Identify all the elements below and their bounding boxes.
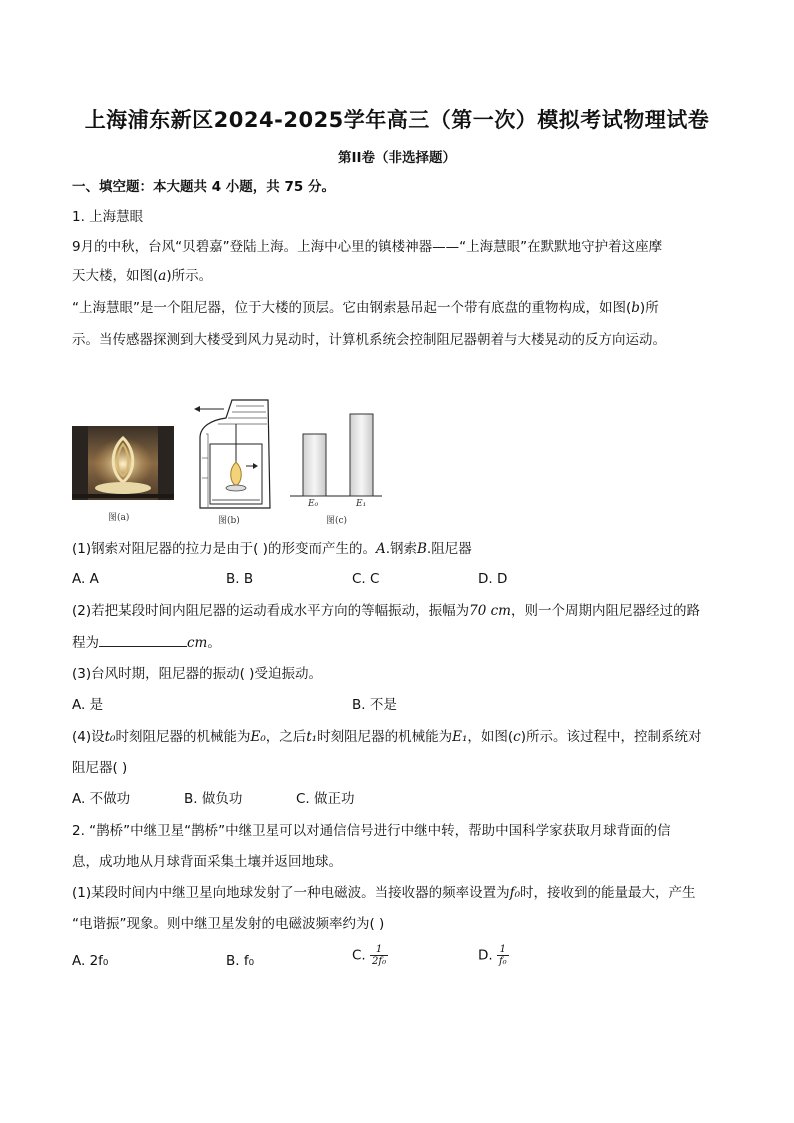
q1-para1-line1: 9月的中秋，台风“贝碧嘉”登陆上海。上海中心里的镇楼神器——“上海慧眼”在默默地守护着这座摩: [72, 239, 663, 255]
q1-para2-line2: 示。当传感器探测到大楼受到风力晃动时，计算机系统会控制阻尼器朝着与大楼晃动的反方向运动。: [72, 332, 666, 348]
q2-sub1-line2: “电谐振”现象。则中继卫星发射的电磁波频率约为( ): [72, 916, 385, 932]
q1-sub2-line1: (2)若把某段时间内阻尼器的运动看成水平方向的等幅振动，振幅为70 cm，则一个周期内阻尼器经过的路: [72, 603, 700, 619]
figure-a-photo: [72, 426, 174, 500]
q1-sub1-option-d[interactable]: D. D: [478, 571, 508, 587]
bar-e1: [350, 414, 373, 496]
q1-sub1-stem: (1)钢索对阻尼器的拉力是由于( )的形变而产生的。A.钢索B.阻尼器: [72, 541, 472, 557]
q2-option-d-fraction: $\frac{1}{\text{f₀}}$: [498, 944, 507, 967]
page-subtitle: 第II卷（非选择题）: [337, 150, 457, 166]
q2-line2: 息，成功地从月球背面采集土壤并返回地球。: [72, 854, 342, 870]
q1-sub4-line1: (4)设t₀时刻阻尼器的机械能为E₀，之后t₁时刻阻尼器的机械能为E₁，如图(c)所示。该过程中，控制系统对: [72, 729, 702, 745]
q2-sub1-option-a[interactable]: A. 2f₀: [72, 953, 109, 969]
figure-b-diagram: [188, 398, 278, 510]
section-heading: 一、填空题：本大题共 4 小题，共 75 分。: [72, 179, 335, 195]
q2-line1: 2. “鹊桥”中继卫星“鹊桥”中继卫星可以对通信信号进行中继中转，帮助中国科学家获取月球背面的信: [72, 823, 671, 839]
q2-sub1-option-c[interactable]: C. $\frac{1}{\text{2f₀}}$: [352, 944, 387, 967]
q2-sub1-line1: (1)某段时间内中继卫星向地球发射了一种电磁波。当接收器的频率设置为f₀时，接收到的能量最大，产生: [72, 885, 696, 901]
q1-sub2-answer-blank[interactable]: [99, 632, 187, 647]
q1-sub4-option-a[interactable]: A. 不做功: [72, 791, 131, 807]
figure-c-label-e1: E₁: [356, 499, 367, 509]
q1-para1-line2: 天大楼，如图(a)所示。: [72, 268, 213, 284]
figure-c-label-e0: E₀: [308, 499, 319, 509]
bar-e0: [303, 434, 326, 496]
figure-a-caption: 图(a): [108, 513, 130, 523]
q1-sub1-option-b[interactable]: B. B: [226, 571, 254, 587]
q1-sub4-option-b[interactable]: B. 做负功: [184, 791, 243, 807]
page-title: 上海浦东新区2024-2025学年高三（第一次）模拟考试物理试卷: [84, 108, 710, 132]
q1-sub3-option-a[interactable]: A. 是: [72, 697, 104, 713]
q2-sub1-option-d[interactable]: D. $\frac{1}{\text{f₀}}$: [478, 944, 507, 967]
q1-sub3-stem: (3)台风时期，阻尼器的振动( )受迫振动。: [72, 666, 322, 682]
q1-sub4-option-c[interactable]: C. 做正功: [296, 791, 355, 807]
figure-c-chart: [288, 408, 384, 506]
q1-sub1-option-c[interactable]: C. C: [352, 571, 380, 587]
q2-option-c-fraction: $\frac{1}{\text{2f₀}}$: [372, 944, 387, 967]
q1-sub3-option-b[interactable]: B. 不是: [352, 697, 397, 713]
q1-title: 1. 上海慧眼: [72, 209, 144, 225]
figure-c-caption: 图(c): [326, 516, 348, 526]
q1-sub4-line2: 阻尼器( ): [72, 760, 128, 776]
q1-sub1-option-a[interactable]: A. A: [72, 571, 99, 587]
q2-sub1-option-b[interactable]: B. f₀: [226, 953, 255, 969]
q1-para2-line1: “上海慧眼”是一个阻尼器，位于大楼的顶层。它由钢索悬吊起一个带有底盘的重物构成，如图(b)所: [72, 300, 659, 316]
figure-b-caption: 图(b): [218, 516, 240, 526]
q1-sub2-line2: 程为 cm。: [72, 632, 221, 653]
